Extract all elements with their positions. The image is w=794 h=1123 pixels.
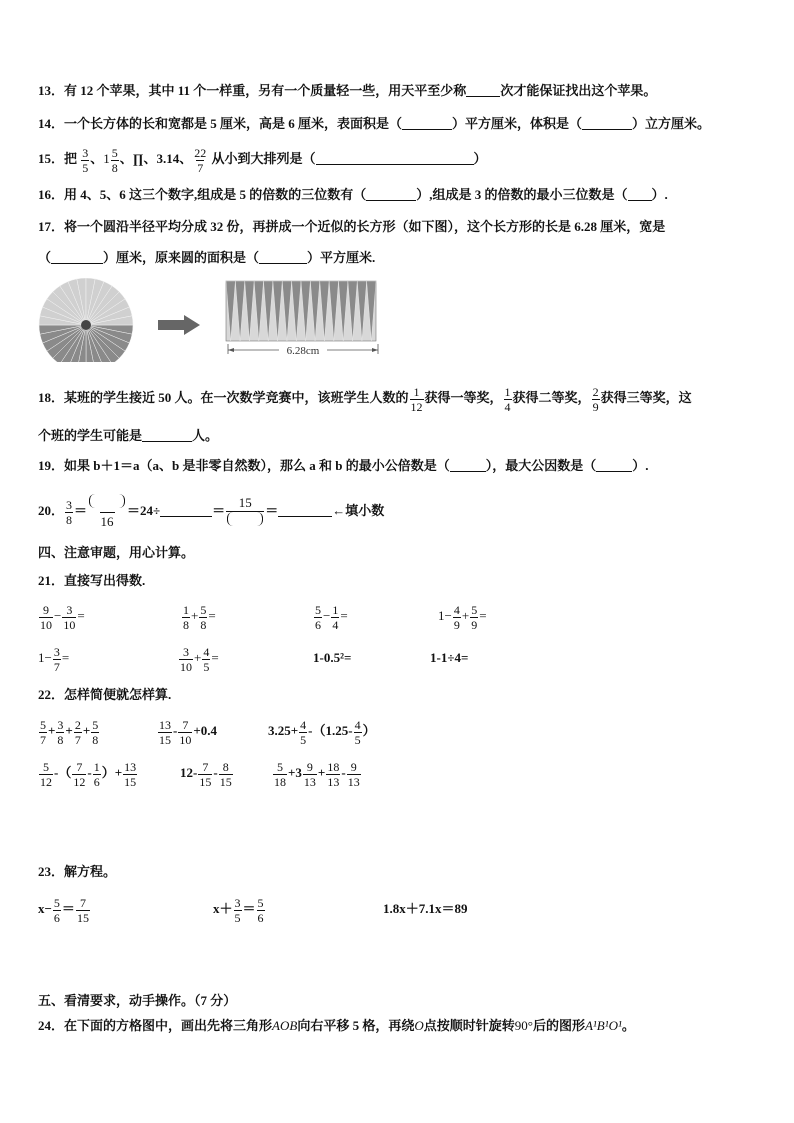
calc-21-6: $\frac{3}{10}$ + $\frac{4}{5}$ = <box>180 644 219 674</box>
answer-blank[interactable] <box>582 116 632 130</box>
calc-22-1: $\frac{5}{7}$ + $\frac{3}{8}$ + $\frac{2}{7}$ + $\frac{5}{8}$ <box>40 717 99 747</box>
answer-blank[interactable] <box>628 187 652 201</box>
question-15: 15．把 $\frac{3}{5}$ 、1 $\frac{5}{8}$ 、∏、3.14、 $\frac{22}{7}$ 从小到大排列是（ ） <box>38 145 487 175</box>
answer-blank[interactable] <box>160 503 212 517</box>
calc-21-7: 1-0.5²= <box>313 650 352 665</box>
calc-22-6: $\frac{5}{18}$ +3 $\frac{9}{13}$ + $\frac{18}{13}$ - $\frac{9}{13}$ <box>274 759 360 789</box>
approximate-rectangle <box>226 281 376 341</box>
question-13: 13．有 12 个苹果，其中 11 个一样重，另有一个质量轻一些，用天平至少称 次才能保证找出这个苹果。 <box>38 83 657 98</box>
fraction: $\frac{22}{7}$ <box>194 145 207 175</box>
calc-22-2: $\frac{13}{15}$ - $\frac{7}{10}$ +0.4 <box>159 717 218 747</box>
answer-blank[interactable] <box>596 458 632 472</box>
question-18-line2: 个班的学生可能是 人。 <box>38 428 219 443</box>
question-19: 19．如果 b＋1＝a（a、b 是非零自然数），那么 a 和 b 的最小公倍数是（ ），最大公因数是（ ）. <box>38 458 649 473</box>
fraction: $\frac{1}{4}$ <box>504 384 511 414</box>
equation-23-2: x＋ $\frac{3}{5}$ ＝ $\frac{5}{6}$ <box>213 895 264 925</box>
calc-21-5: 1− $\frac{3}{7}$ = <box>38 644 70 674</box>
length-label: 6.28cm <box>286 345 320 357</box>
question-24: 24．在下面的方格图中，画出先将三角形AOB向右平移 5 格，再绕O点按顺时针旋转90°后的图形A¹B¹O¹。 <box>38 1018 635 1033</box>
circle-center <box>81 320 91 330</box>
fraction: $\frac{1}{12}$ <box>410 384 423 414</box>
section-4-heading: 四、注意审题，用心计算。 <box>38 545 195 560</box>
answer-blank[interactable] <box>450 458 486 472</box>
question-17: 17．将一个圆沿半径平均分成 32 份，再拼成一个近似的长方形（如下图），这个长方形的长是 6.28 厘米，宽是 <box>38 219 666 234</box>
fraction: $\frac{2}{9}$ <box>592 384 599 414</box>
question-16: 16．用 4、5、6 这三个数字,组成是 5 的倍数的三位数有（ ）,组成是 3 的倍数的最小三位数是（ ）. <box>38 187 668 202</box>
arrow-icon <box>158 315 200 335</box>
denominator-blank[interactable] <box>227 512 263 526</box>
question-23-title: 23．解方程。 <box>38 864 117 879</box>
numerator-blank[interactable] <box>89 494 125 508</box>
fraction: $\frac{3}{8}$ <box>66 497 73 527</box>
answer-blank[interactable] <box>316 151 474 165</box>
answer-blank[interactable] <box>51 250 103 264</box>
answer-blank[interactable] <box>466 83 500 97</box>
question-18: 18．某班的学生接近 50 人。在一次数学竞赛中，该班学生人数的 $\frac{1}{12}$ 获得一等奖， $\frac{1}{4}$ 获得二等奖， $\frac{2}{9}$ 获得三等奖，这 <box>38 384 692 414</box>
fraction-with-blank: 15 <box>226 494 264 530</box>
answer-blank[interactable] <box>142 428 192 442</box>
equation-23-3: 1.8x＋7.1x＝89 <box>383 901 468 916</box>
question-20: 20． $\frac{3}{8}$ ＝ 16 ＝24÷ ＝ 15 ＝ ←填小数 <box>38 495 385 530</box>
calc-21-1: $\frac{9}{10}$ − $\frac{3}{10}$ = <box>40 602 85 632</box>
calc-21-8: 1-1÷4= <box>430 650 469 665</box>
fraction-with-blank: 16 <box>88 494 126 530</box>
equation-23-1: x− $\frac{5}{6}$ ＝ $\frac{7}{15}$ <box>38 895 89 925</box>
calc-21-2: $\frac{1}{8}$ + $\frac{5}{8}$ = <box>183 602 216 632</box>
circle-to-rectangle-figure <box>36 278 386 362</box>
answer-blank[interactable] <box>402 116 452 130</box>
answer-blank[interactable] <box>278 503 332 517</box>
fraction: $\frac{5}{8}$ <box>111 145 118 175</box>
question-21-title: 21．直接写出得数. <box>38 573 146 588</box>
section-5-heading: 五、看清要求，动手操作。（7 分） <box>38 993 237 1008</box>
calc-22-5: 12- $\frac{7}{15}$ - $\frac{8}{15}$ <box>180 759 232 789</box>
calc-22-4: $\frac{5}{12}$ -（ $\frac{7}{12}$ - $\frac{1}{6}$ ）+ $\frac{13}{15}$ <box>40 759 137 789</box>
calc-22-3: 3.25+ $\frac{4}{5}$ -（1.25- $\frac{4}{5}$ ） <box>268 717 376 747</box>
answer-blank[interactable] <box>259 250 307 264</box>
question-17-line2: （ ）厘米，原来圆的面积是（ ）平方厘米. <box>38 250 376 265</box>
divided-circle <box>39 278 133 362</box>
calc-21-4: 1− $\frac{4}{9}$ + $\frac{5}{9}$ = <box>438 602 487 632</box>
question-22-title: 22．怎样简便就怎样算. <box>38 687 172 702</box>
answer-blank[interactable] <box>366 187 416 201</box>
question-14: 14．一个长方体的长和宽都是 5 厘米，高是 6 厘米，表面积是（ ）平方厘米，体积是（ ）立方厘米。 <box>38 116 711 131</box>
calc-21-3: $\frac{5}{6}$ − $\frac{1}{4}$ = <box>315 602 348 632</box>
fraction: $\frac{3}{5}$ <box>82 145 89 175</box>
